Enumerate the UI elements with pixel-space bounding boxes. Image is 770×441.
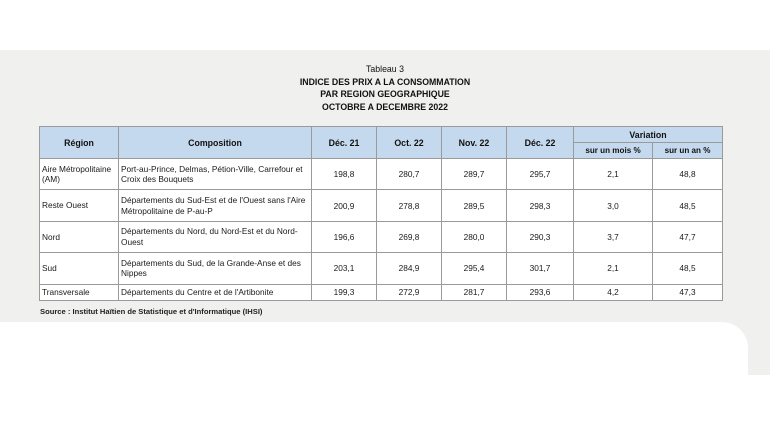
table-title-line-1: INDICE DES PRIX A LA CONSOMMATION (299, 76, 471, 88)
header-per-year: sur un an % (653, 143, 723, 159)
cell-dec-21: 198,8 (312, 159, 377, 190)
cell-dec-22: 293,6 (507, 284, 574, 300)
table-number-label: Tableau 3 (366, 64, 404, 75)
header-composition: Composition (119, 127, 312, 159)
table-heading (31, 64, 739, 114)
table-title-line-2: PAR REGION GEOGRAPHIQUE (320, 89, 450, 100)
cell-per-year: 48,5 (653, 190, 723, 221)
cell-region: Aire Métropolitaine (AM) (40, 159, 119, 190)
cell-per-month: 2,1 (574, 159, 653, 190)
cell-per-year: 48,8 (653, 159, 723, 190)
cell-dec-21: 199,3 (312, 284, 377, 300)
cell-per-year: 47,3 (653, 284, 723, 300)
cpi-region-table (39, 126, 723, 301)
header-oct-22: Oct. 22 (377, 127, 442, 159)
cell-region: Nord (40, 221, 119, 252)
source-note: Source : Institut Haïtien de Statistique et d'Informatique (IHSI) (40, 307, 263, 316)
table-row (40, 159, 723, 190)
cell-per-month: 4,2 (574, 284, 653, 300)
cell-dec-21: 203,1 (312, 253, 377, 284)
cell-nov-22: 289,7 (442, 159, 507, 190)
cell-oct-22: 272,9 (377, 284, 442, 300)
cell-region: Sud (40, 253, 119, 284)
cell-nov-22: 280,0 (442, 221, 507, 252)
cell-nov-22: 295,4 (442, 253, 507, 284)
cell-nov-22: 281,7 (442, 284, 507, 300)
cell-composition: Départements du Nord, du Nord-Est et du Nord-Ouest (119, 221, 312, 252)
cell-dec-22: 290,3 (507, 221, 574, 252)
table-row (40, 284, 723, 300)
table-row (40, 221, 723, 252)
header-nov-22: Nov. 22 (442, 127, 507, 159)
table-row (40, 190, 723, 221)
cell-per-month: 3,0 (574, 190, 653, 221)
header-dec-21: Déc. 21 (312, 127, 377, 159)
cell-dec-21: 196,6 (312, 221, 377, 252)
cell-per-month: 3,7 (574, 221, 653, 252)
cell-per-year: 47,7 (653, 221, 723, 252)
cell-composition: Départements du Centre et de l'Artibonite (119, 284, 312, 300)
header-per-month: sur un mois % (574, 143, 653, 159)
cell-dec-22: 298,3 (507, 190, 574, 221)
table-title-line-3: OCTOBRE A DECEMBRE 2022 (322, 101, 448, 113)
cell-oct-22: 284,9 (377, 253, 442, 284)
header-variation: Variation (574, 127, 723, 143)
cell-composition: Départements du Sud-Est et de l'Ouest sans l'Aire Métropolitaine de P-au-P (119, 190, 312, 221)
cell-composition: Port-au-Prince, Delmas, Pétion-Ville, Carrefour et Croix des Bouquets (119, 159, 312, 190)
header-region: Région (40, 127, 119, 159)
panel-lower-fade (0, 322, 748, 375)
cell-region: Reste Ouest (40, 190, 119, 221)
cell-per-year: 48,5 (653, 253, 723, 284)
header-dec-22: Déc. 22 (507, 127, 574, 159)
cell-dec-22: 295,7 (507, 159, 574, 190)
cell-per-month: 2,1 (574, 253, 653, 284)
cell-dec-22: 301,7 (507, 253, 574, 284)
cell-oct-22: 278,8 (377, 190, 442, 221)
cell-oct-22: 280,7 (377, 159, 442, 190)
cell-nov-22: 289,5 (442, 190, 507, 221)
cell-region: Transversale (40, 284, 119, 300)
cell-composition: Départements du Sud, de la Grande-Anse et des Nippes (119, 253, 312, 284)
cell-oct-22: 269,8 (377, 221, 442, 252)
cell-dec-21: 200,9 (312, 190, 377, 221)
table-row (40, 253, 723, 284)
